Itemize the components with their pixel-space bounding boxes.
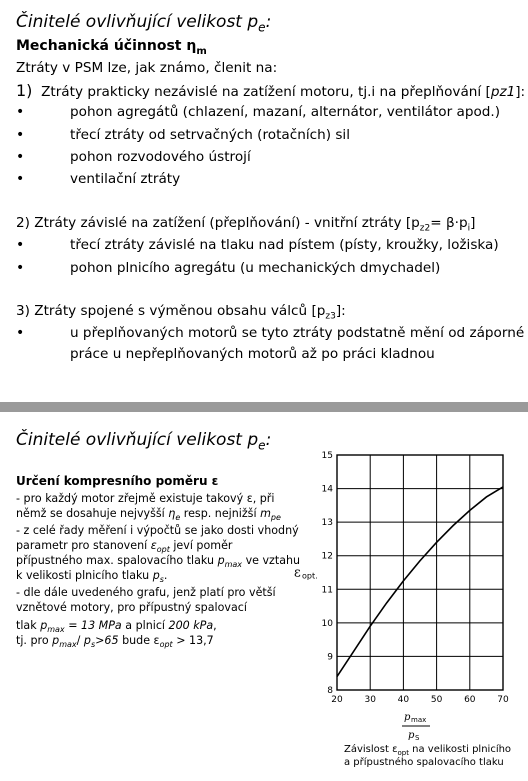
text-run: bude ε	[118, 634, 160, 647]
section1-ref: pz1	[490, 84, 516, 100]
text-run: resp. nejnižší	[180, 507, 261, 520]
slide1-intro: Ztráty v PSM lze, jak známo, členit na:	[16, 60, 278, 76]
y-axis-label-sub: opt.	[302, 571, 318, 581]
slide1-heading	[16, 38, 207, 57]
text-run: přípustného max. spalovacího tlaku	[16, 554, 218, 567]
section1-text: Ztráty prakticky nezávislé na zatížení motoru, tj.i na přeplňování [	[41, 84, 491, 100]
section2-sub2: i	[467, 223, 471, 234]
slide2-text-line	[16, 539, 232, 554]
bullet-marker: •	[16, 237, 25, 253]
section3-line	[16, 303, 346, 322]
x-tick-label: 60	[464, 695, 476, 705]
bullet-marker: •	[16, 260, 25, 276]
y-tick-label: 8	[327, 686, 333, 696]
text-run: p	[40, 619, 48, 632]
section3-bullet-line: práce u nepřeplňovaných motorů až po práci kladnou	[70, 346, 435, 362]
slide2-text-line	[16, 619, 217, 634]
slide1-heading-sub: m	[196, 45, 207, 57]
series-line	[337, 487, 503, 677]
x-axis-label-denominator-sub: S	[415, 734, 420, 740]
text-run: ve vztahu	[242, 554, 301, 567]
caption-line-2: a přípustného spalovacího tlaku	[344, 757, 504, 768]
text-sub: max	[224, 560, 243, 570]
bullet-marker: •	[16, 149, 25, 165]
text-run: >65	[95, 634, 119, 647]
slide2-text-line: vznětové motory, pro přípustný spalovací	[16, 601, 247, 614]
y-tick-label: 10	[321, 618, 333, 629]
slide1-title-colon: :	[265, 12, 272, 32]
slide2-text-line: - z celé řady měření i výpočtů se jako dosti vhodný	[16, 524, 299, 537]
x-tick-label: 20	[331, 695, 343, 705]
slide2-text-line	[16, 507, 281, 522]
compression-ratio-chart	[292, 440, 518, 740]
slide2-title-sub: e	[258, 438, 266, 453]
slide-divider	[0, 402, 528, 412]
text-run: k velikosti plnicího tlaku	[16, 569, 153, 582]
slide1-title-text: Činitelé ovlivňující velikost p	[16, 12, 259, 32]
text-run: a plnicí	[121, 619, 169, 632]
section1-number: 1)	[16, 81, 33, 100]
caption-run: Závislost ε	[344, 744, 398, 755]
y-tick-label: 12	[321, 551, 333, 562]
slide2-text-line	[16, 634, 214, 649]
text-run: p	[152, 569, 160, 582]
text-run: němž se dosahuje nejvyšší	[16, 507, 169, 520]
bullet-marker: •	[16, 171, 25, 187]
section2-text-a: 2) Ztráty závislé na zatížení (přeplňování) - vnitřní ztráty [p	[16, 215, 420, 231]
section3-text-a: 3) Ztráty spojené s výměnou obsahu válců [p	[16, 303, 326, 319]
text-run: /	[76, 634, 84, 647]
section2-bullet: pohon plnicího agregátu (u mechanických dmychadel)	[70, 260, 441, 276]
text-sub: max	[59, 640, 77, 650]
text-run: parametr pro stanovení	[16, 539, 151, 552]
text-run: η	[168, 507, 176, 520]
y-tick-label: 14	[321, 484, 333, 495]
slide2-title	[16, 430, 271, 452]
section3-sub: z3	[325, 311, 336, 322]
section1-bullet: třecí ztráty od setrvačných (rotačních) sil	[70, 127, 350, 143]
slide1-title-sub: e	[258, 20, 266, 35]
text-run: .	[163, 569, 168, 582]
text-sub: s	[90, 640, 96, 650]
slide2-text-line: - dle dále uvedeného grafu, jenž platí pro větší	[16, 586, 276, 599]
slide2-title-colon: :	[265, 430, 272, 450]
section1-line	[16, 81, 525, 100]
text-run: p	[83, 634, 91, 647]
text-sub: pe	[270, 513, 281, 523]
x-axis-label-numerator: p	[404, 712, 411, 723]
section2-text-end: ]	[470, 215, 476, 231]
y-tick-label: 11	[321, 585, 333, 596]
section1-bullet: ventilační ztráty	[70, 171, 181, 187]
chart-caption	[344, 744, 511, 768]
text-run: > 13,7	[172, 634, 214, 647]
slide2-title-text: Činitelé ovlivňující velikost p	[16, 430, 259, 450]
text-run: 200 kPa	[168, 619, 214, 632]
section3-bullet-line: u přeplňovaných motorů se tyto ztráty podstatně mění od záporné	[70, 325, 525, 341]
x-tick-label: 50	[430, 695, 443, 705]
section3-text-end: ]:	[335, 303, 346, 319]
text-run: ,	[213, 619, 217, 632]
x-axis-label-denominator: p	[408, 730, 415, 740]
section1-bullet: pohon agregátů (chlazení, mazaní, alternátor, ventilátor apod.)	[70, 104, 501, 120]
caption-sub: opt	[397, 749, 409, 757]
text-sub: opt	[159, 640, 173, 650]
slide1-title	[16, 12, 271, 34]
slide2-text-line	[16, 569, 167, 584]
x-axis-label-numerator-sub: max	[411, 716, 427, 724]
text-sub: max	[47, 625, 65, 635]
x-tick-label: 70	[497, 695, 509, 705]
y-tick-label: 9	[327, 652, 333, 663]
y-tick-label: 13	[321, 518, 333, 529]
bullet-marker: •	[16, 104, 25, 120]
caption-run: na velikosti plnicího	[408, 744, 512, 755]
text-sub: e	[175, 513, 181, 523]
text-run: p	[217, 554, 225, 567]
bullet-marker: •	[16, 127, 25, 143]
caption-line-1	[344, 744, 511, 757]
x-tick-label: 40	[397, 695, 410, 705]
section2-sub: z2	[419, 223, 431, 234]
section2-bullet: třecí ztráty závislé na tlaku nad pístem (písty, kroužky, ložiska)	[70, 237, 499, 253]
plot-frame	[337, 455, 503, 690]
section2-text-b: = β·p	[430, 215, 468, 231]
slide2-text-line	[16, 554, 300, 569]
slide2-heading: Určení kompresního poměru ε	[16, 474, 219, 488]
text-run: tlak	[16, 619, 41, 632]
text-run: tj. pro	[16, 634, 53, 647]
text-run: p	[52, 634, 60, 647]
text-sub: s	[159, 575, 164, 585]
text-run: = 13 MPa	[64, 619, 122, 632]
section1-bullet: pohon rozvodového ústrojí	[70, 149, 251, 165]
bullet-marker: •	[16, 325, 25, 341]
slide2-text-line: - pro každý motor zřejmě existuje takový ε, při	[16, 492, 275, 505]
text-sub: opt	[156, 545, 170, 555]
y-tick-label: 15	[321, 451, 333, 461]
y-axis-label: ε	[294, 565, 301, 581]
text-run: ε	[150, 539, 157, 552]
section1-ref-end: ]:	[515, 84, 526, 100]
slide-compression-ratio	[0, 412, 528, 781]
x-tick-label: 30	[364, 695, 376, 705]
text-run: m	[260, 507, 271, 520]
section2-line	[16, 215, 475, 234]
slide1-heading-text: Mechanická účinnost η	[16, 38, 197, 54]
text-run: jeví poměr	[169, 539, 233, 552]
